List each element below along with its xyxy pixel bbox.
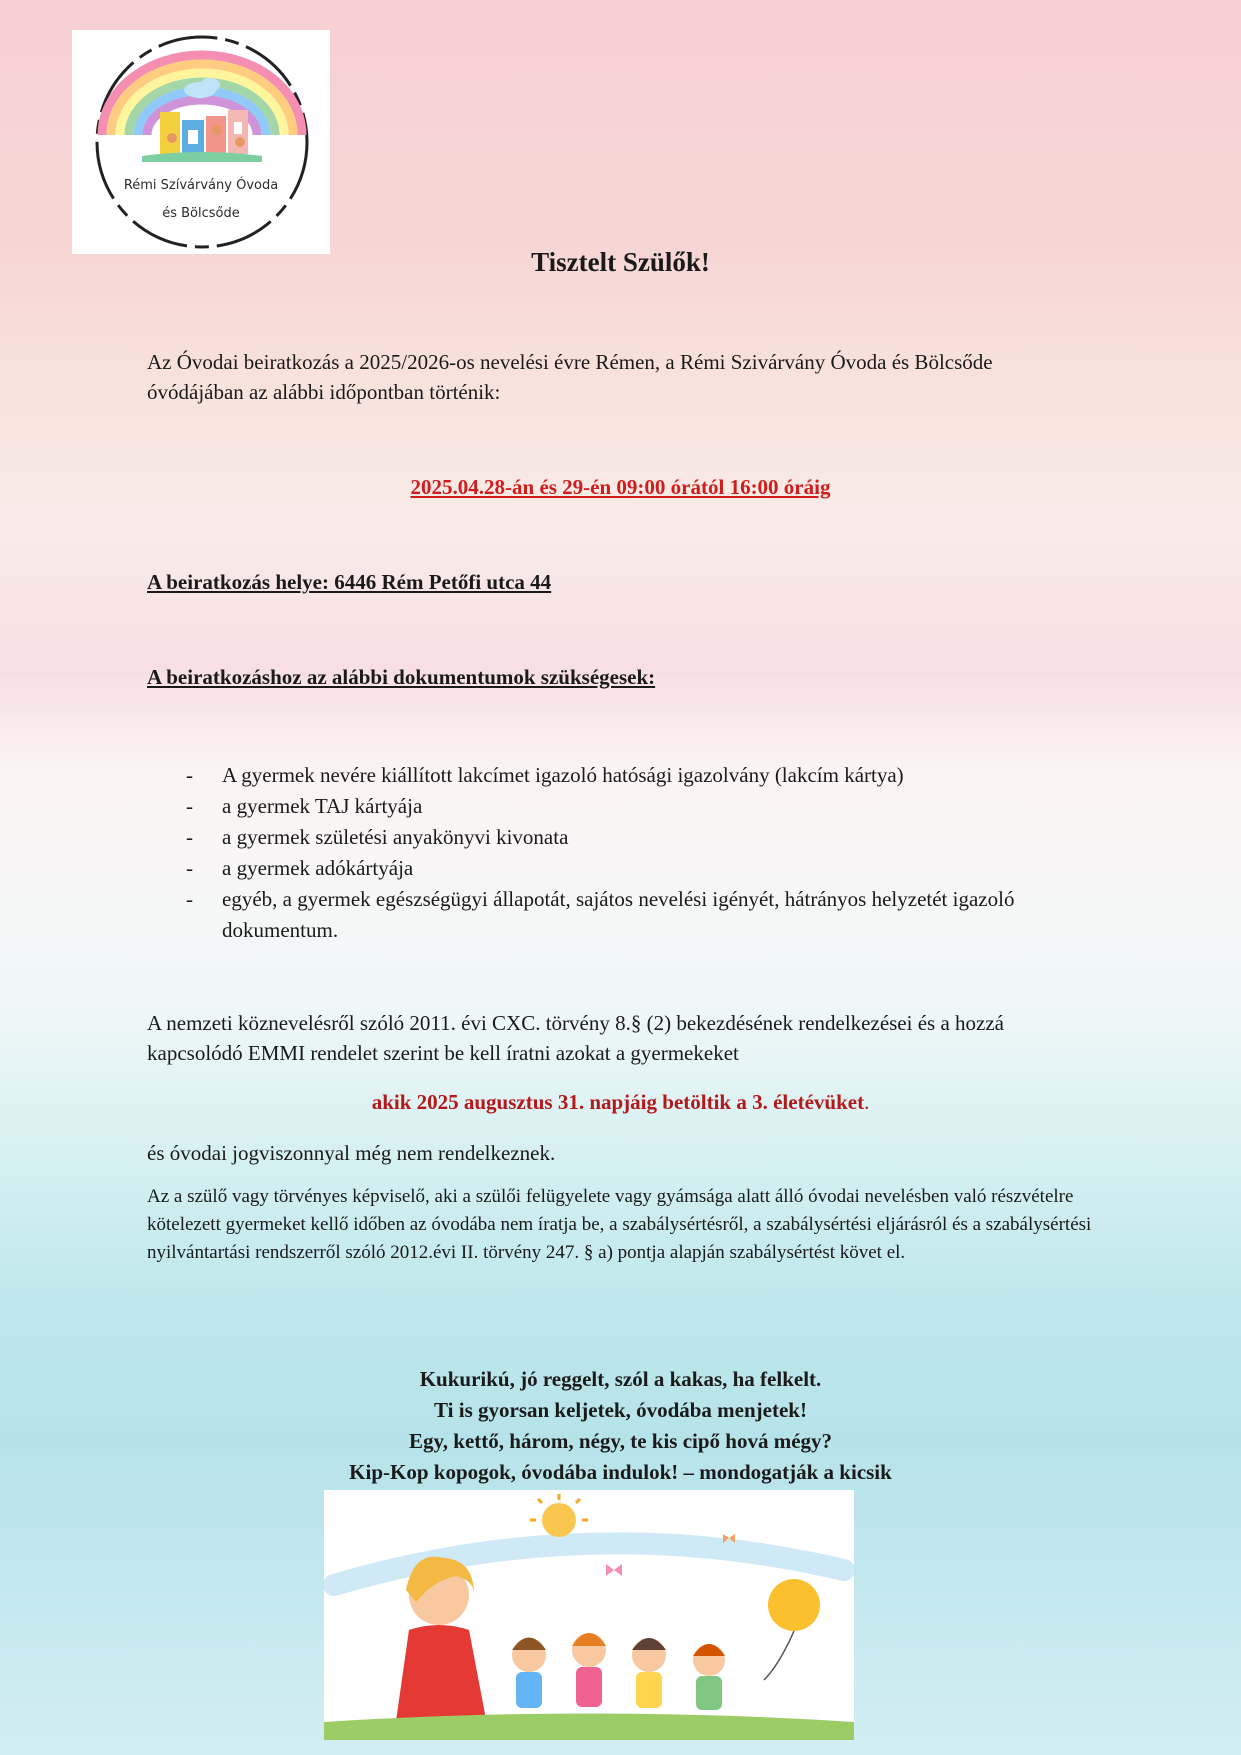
list-item: [186, 884, 1106, 946]
documents-heading: A beiratkozáshoz az alábbi dokumentumok szükségesek:: [147, 665, 656, 689]
document-item: a gyermek TAJ kártyája: [222, 794, 423, 818]
list-item: [186, 791, 1106, 822]
list-item: [186, 760, 1106, 791]
intro-paragraph: Az Óvodai beiratkozás a 2025/2026-os nevelési évre Rémen, a Rémi Szivárvány Óvoda és Bölcsőde óvódájában az alábbi időpontban történik:: [147, 350, 993, 404]
documents-list: [186, 760, 1106, 946]
page-title: Tisztelt Szülők!: [531, 247, 710, 277]
list-dash: -: [186, 794, 193, 818]
list-dash: -: [186, 856, 193, 880]
no-relationship-line: és óvodai jogviszonnyal még nem rendelkeznek.: [147, 1141, 556, 1165]
enrollment-place: A beiratkozás helye: 6446 Rém Petőfi utca 44: [147, 570, 552, 594]
document-item: egyéb, a gyermek egészségügyi állapotát, sajátos nevelési igényét, hátrányos helyzetét igazoló dokumentum.: [222, 887, 1015, 942]
age-condition-text: akik 2025 augusztus 31. napjáig betöltik a 3. életévüket: [371, 1090, 865, 1114]
warning-paragraph: Az a szülő vagy törvényes képviselő, aki a szülői felügyelete vagy gyámsága alatt álló óvodai nevelésben való részvételre kötelezett gyermeket kellő időben az óvodába nem íratja be, a szabálysértésről, a szabálysértési eljárásról és a szabálysértési nyilvántartási rendszerről szóló 2012.évi II. törvény 247. § a) pontja alapján szabálysértést követ el.: [147, 1186, 1092, 1263]
list-dash: -: [186, 887, 193, 911]
law-paragraph: A nemzeti köznevelésről szóló 2011. évi CXC. törvény 8.§ (2) bekezdésének rendelkezései és a hozzá kapcsolódó EMMI rendelet szerint be kell íratni azokat a gyermekeket: [147, 1011, 1004, 1065]
teacher-children-icon: [324, 1490, 854, 1740]
poem-line: Kip-Kop kopogok, óvodába indulok! – mondogatják a kicsik: [349, 1460, 892, 1484]
kindergarten-logo: [72, 30, 330, 254]
age-condition: [0, 1090, 1241, 1115]
logo-line-2: és Bölcsőde: [162, 206, 240, 221]
poem-line: Kukurikú, jó reggelt, szól a kakas, ha felkelt.: [419, 1367, 822, 1391]
children-illustration: [324, 1490, 854, 1740]
poem-line: Egy, kettő, három, négy, te kis cipő hová mégy?: [408, 1429, 833, 1453]
enrollment-date: 2025.04.28-án és 29-én 09:00 órától 16:00 óráig: [410, 475, 831, 499]
logo-line-1: Rémi Szívárvány Óvoda: [123, 178, 279, 193]
list-item: [186, 822, 1106, 853]
poem: [0, 1364, 1241, 1488]
list-dash: -: [186, 825, 193, 849]
document-item: a gyermek adókártyája: [222, 856, 414, 880]
list-item: [186, 853, 1106, 884]
poem-line: Ti is gyorsan keljetek, óvodába menjetek!: [434, 1398, 807, 1422]
document-item: a gyermek születési anyakönyvi kivonata: [222, 825, 569, 849]
age-condition-period: .: [864, 1090, 870, 1114]
list-dash: -: [186, 763, 193, 787]
document-item: A gyermek nevére kiállított lakcímet igazoló hatósági igazolvány (lakcím kártya): [222, 763, 904, 787]
